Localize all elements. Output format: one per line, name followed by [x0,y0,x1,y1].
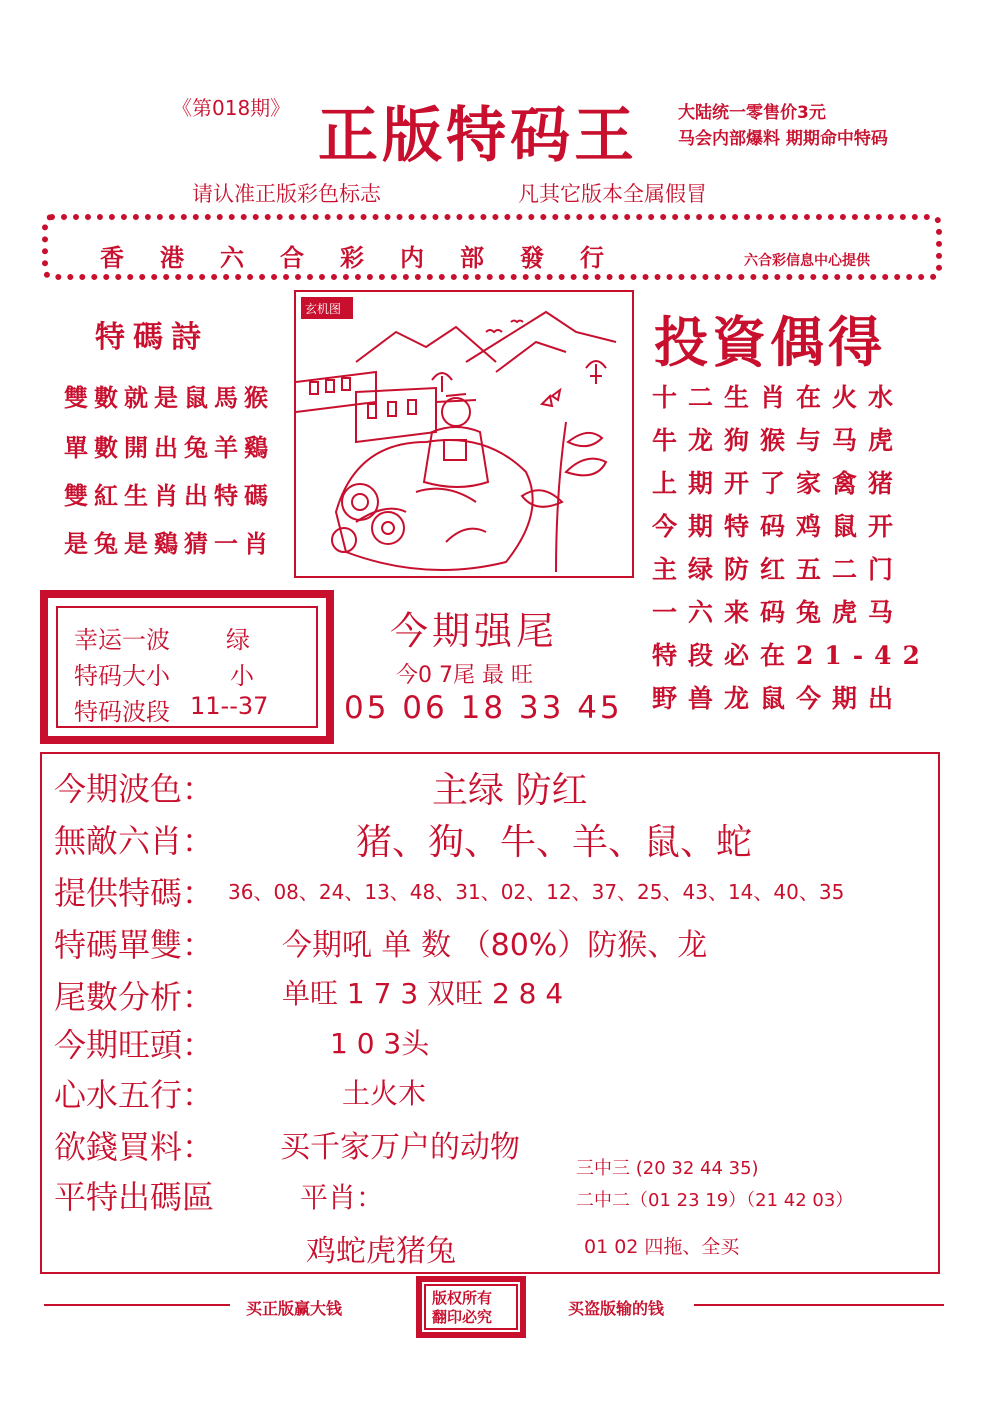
illustration-drawing [296,292,632,576]
invest-line: 特段必在21-42 [652,641,931,670]
poem-line: 雙紅生肖出特碼 [64,481,274,510]
issue-number: 《第018期》 [172,96,291,120]
lucky-row-value: 11--37 [190,692,269,720]
buy-label: 欲錢買料： [54,1128,215,1166]
poem-line: 是兔是鷄猜一肖 [64,529,274,558]
invest-line: 牛龙狗猴与马虎 [652,426,905,455]
oddeven-value: 今期吼 单 数 （80%）防猴、龙 [282,928,708,963]
special-label: 提供特碼： [54,874,215,912]
riddle-illustration [294,290,634,578]
six-label: 無敵六肖： [54,822,215,860]
head-label: 今期旺頭： [54,1026,215,1064]
combo-four: 01 02 四拖、全买 [584,1236,740,1258]
invest-line: 主绿防红五二门 [652,555,905,584]
element-label: 心水五行： [54,1076,215,1114]
wave-value: 主绿 防红 [432,770,588,811]
oddeven-label: 特碼單雙： [54,926,215,964]
invest-line: 一六来码兔虎马 [652,598,905,627]
slogan-line: 马会内部爆料 期期命中特码 [678,129,888,149]
invest-title: 投資偶得 [654,310,886,374]
wave-label: 今期波色： [54,770,215,808]
footer-slogan-left: 买正版赢大钱 [246,1299,343,1318]
poem-line: 雙數就是鼠馬猴 [64,383,274,412]
buy-value: 买千家万户的动物 [280,1130,520,1165]
strong-tail-numbers: 05 06 18 33 45 [344,690,623,726]
combo-two: 二中二（01 23 19）（21 42 03） [576,1190,854,1211]
lucky-row-label: 特码大小 [74,662,170,690]
banner-provider: 六合彩信息中心提供 [744,253,870,269]
tail-value: 单旺 1 7 3 双旺 2 8 4 [282,977,564,1010]
counterfeit-notice: 凡其它版本全属假冒 [518,182,707,206]
lucky-row-label: 特码波段 [74,698,170,726]
illustration-seal: 玄机图 [305,302,342,316]
tail-label: 尾數分析： [54,978,215,1016]
lucky-row-label: 幸运一波 [74,626,170,654]
flat-label: 平特出碼區 [54,1178,215,1216]
authenticity-notice: 请认准正版彩色标志 [192,182,381,206]
head-value: 1 0 3头 [330,1027,430,1060]
invest-line: 今期特码鸡鼠开 [652,512,905,541]
footer-slogan-right: 买盗版输的钱 [568,1299,665,1318]
element-value: 土火木 [342,1077,427,1110]
flat-sub-label: 平肖： [300,1181,385,1214]
lucky-row-value: 小 [230,662,254,690]
invest-line: 十二生肖在火水 [652,383,905,412]
lucky-row-value: 绿 [226,626,250,654]
strong-tail-subtitle: 今0 7尾 最 旺 [396,663,533,688]
special-value: 36、08、24、13、48、31、02、12、37、25、43、14、40、35 [228,880,845,904]
page-title: 正版特码王 [318,101,638,171]
price-line: 大陆统一零售价3元 [678,103,826,123]
poem-line: 單數開出兔羊鷄 [64,433,274,462]
poem-title: 特碼詩 [95,320,209,355]
flat-value: 鸡蛇虎猪兔 [306,1234,456,1269]
six-value: 猪、狗、牛、羊、鼠、蛇 [356,822,753,863]
combo-three: 三中三 (20 32 44 35) [576,1158,759,1179]
copyright-line: 版权所有 [432,1289,493,1307]
invest-line: 野兽龙鼠今期出 [652,684,905,713]
banner-title: 香港六合彩内部發行 [100,243,640,272]
copyright-line: 翻印必究 [432,1308,493,1326]
footer-divider-right [694,1304,944,1306]
footer-divider-left [44,1304,230,1306]
invest-line: 上期开了家禽猪 [652,469,905,498]
strong-tail-title: 今期强尾 [390,609,559,653]
